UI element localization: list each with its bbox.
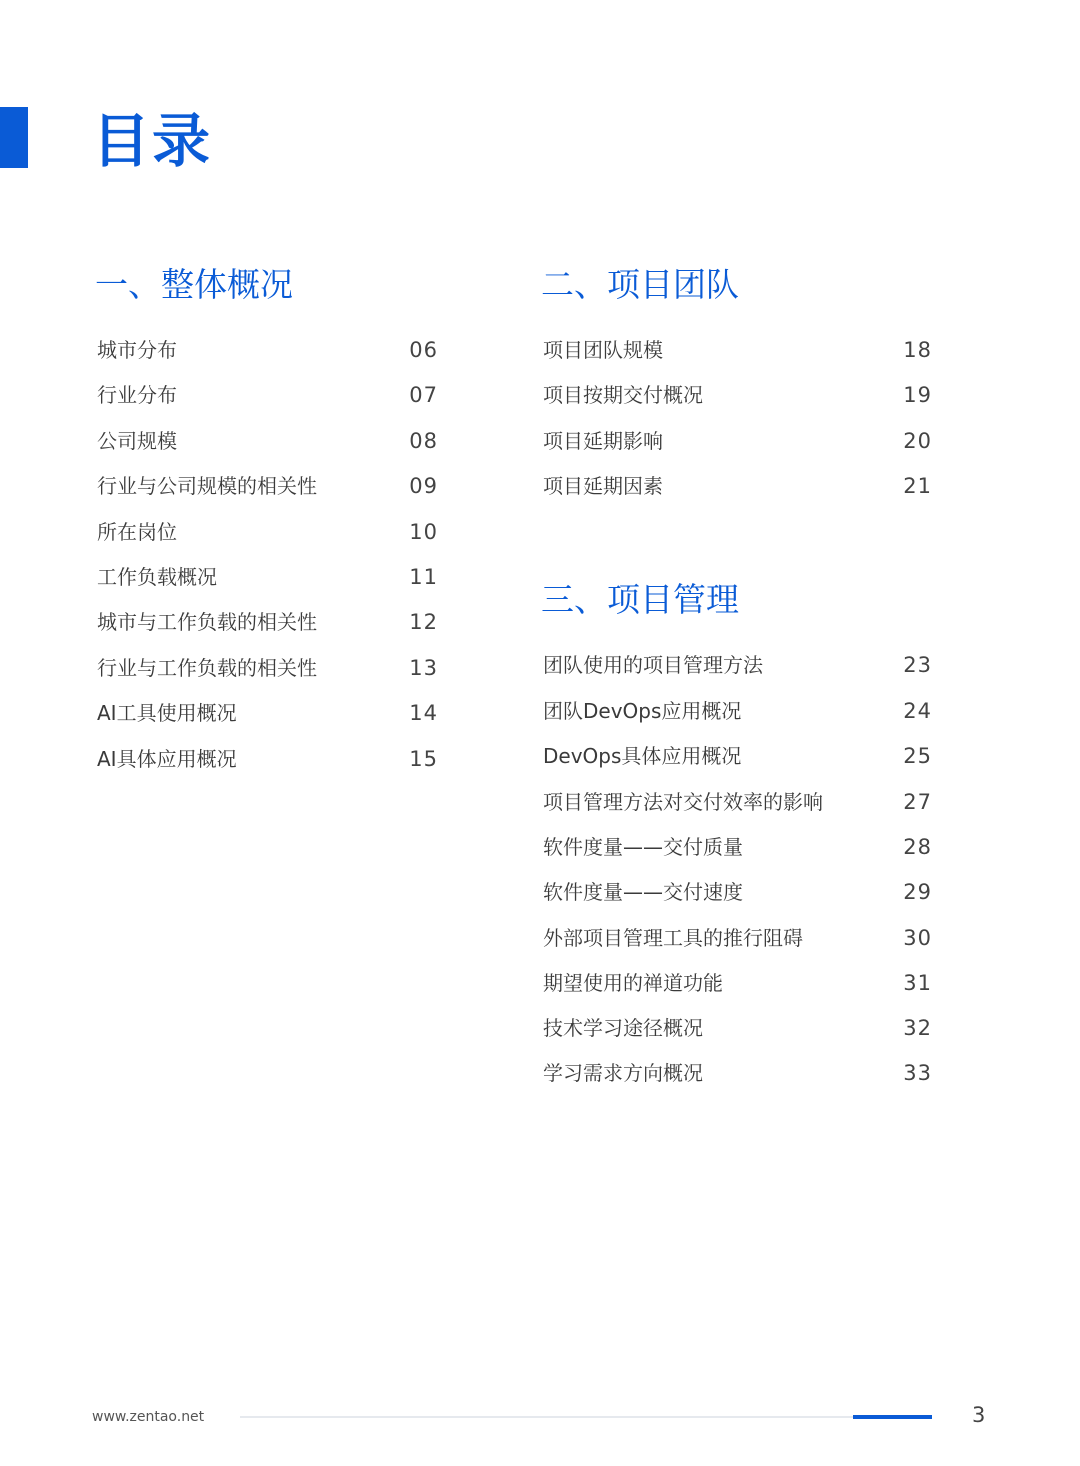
section-title-management: 三、项目管理 <box>541 580 739 619</box>
toc-entry[interactable] <box>97 562 438 592</box>
page-number: 3 <box>972 1403 986 1427</box>
title-accent-bar <box>0 107 28 168</box>
toc-entry-label: 项目按期交付概况 <box>543 383 703 407</box>
toc-entry[interactable] <box>543 741 932 771</box>
toc-entry[interactable] <box>543 832 932 862</box>
toc-entry[interactable] <box>543 1058 932 1088</box>
toc-entry[interactable] <box>97 517 438 547</box>
toc-entry-label: 城市分布 <box>97 338 177 362</box>
toc-entry[interactable] <box>97 426 438 456</box>
section-title-team: 二、项目团队 <box>541 265 739 304</box>
toc-entry-page: 21 <box>903 474 932 498</box>
toc-entry-page: 31 <box>903 971 932 995</box>
toc-entry[interactable] <box>97 380 438 410</box>
section-title-overview: 一、整体概况 <box>95 265 293 304</box>
toc-entry-page: 07 <box>409 383 438 407</box>
footer-divider-accent <box>853 1415 932 1419</box>
toc-entry[interactable] <box>543 1013 932 1043</box>
toc-entry[interactable] <box>97 335 438 365</box>
toc-entry-page: 28 <box>903 835 932 859</box>
toc-entry-page: 06 <box>409 338 438 362</box>
toc-entry-label: 技术学习途径概况 <box>543 1016 703 1040</box>
toc-entry-page: 20 <box>903 429 932 453</box>
toc-entry[interactable] <box>543 923 932 953</box>
toc-entry-label: 项目延期影响 <box>543 429 663 453</box>
footer-website[interactable]: www.zentao.net <box>92 1409 205 1425</box>
toc-entry-label: DevOps具体应用概况 <box>543 744 742 768</box>
toc-entry-label: 团队DevOps应用概况 <box>543 699 742 723</box>
toc-entry-label: 期望使用的禅道功能 <box>543 971 723 995</box>
toc-entry-label: 行业分布 <box>97 383 177 407</box>
toc-entry[interactable] <box>543 426 932 456</box>
toc-entry[interactable] <box>543 471 932 501</box>
toc-entry[interactable] <box>543 787 932 817</box>
toc-entry-label: 行业与公司规模的相关性 <box>97 474 317 498</box>
toc-entry-page: 10 <box>409 520 438 544</box>
toc-entry-page: 25 <box>903 744 932 768</box>
toc-entry-page: 09 <box>409 474 438 498</box>
toc-entry-page: 11 <box>409 565 438 589</box>
toc-entry-page: 23 <box>903 653 932 677</box>
toc-entry-label: 城市与工作负载的相关性 <box>97 610 317 634</box>
toc-entry[interactable] <box>543 968 932 998</box>
toc-entry-page: 15 <box>409 747 438 771</box>
toc-entry-page: 29 <box>903 880 932 904</box>
toc-entry[interactable] <box>543 335 932 365</box>
page-title: 目录 <box>92 107 213 175</box>
toc-entry-page: 19 <box>903 383 932 407</box>
toc-entry-page: 27 <box>903 790 932 814</box>
toc-entry-page: 24 <box>903 699 932 723</box>
toc-entry-page: 14 <box>409 701 438 725</box>
toc-entry-page: 13 <box>409 656 438 680</box>
toc-entry[interactable] <box>97 744 438 774</box>
toc-entry-label: AI工具使用概况 <box>97 701 237 725</box>
toc-entry-label: 项目管理方法对交付效率的影响 <box>543 790 823 814</box>
toc-entry-label: AI具体应用概况 <box>97 747 237 771</box>
toc-entry-label: 行业与工作负载的相关性 <box>97 656 317 680</box>
toc-entry-label: 学习需求方向概况 <box>543 1061 703 1085</box>
toc-entry-label: 所在岗位 <box>97 520 177 544</box>
toc-entry-label: 外部项目管理工具的推行阻碍 <box>543 926 803 950</box>
toc-entry-label: 公司规模 <box>97 429 177 453</box>
toc-entry-page: 12 <box>409 610 438 634</box>
toc-entry-label: 软件度量——交付质量 <box>543 835 743 859</box>
toc-entry[interactable] <box>543 877 932 907</box>
toc-entry[interactable] <box>97 471 438 501</box>
toc-entry[interactable] <box>543 380 932 410</box>
toc-entry[interactable] <box>543 696 932 726</box>
toc-entry[interactable] <box>97 607 438 637</box>
toc-entry-page: 30 <box>903 926 932 950</box>
footer-divider <box>240 1416 932 1418</box>
toc-entry-label: 项目延期因素 <box>543 474 663 498</box>
toc-entry-page: 18 <box>903 338 932 362</box>
toc-entry-label: 项目团队规模 <box>543 338 663 362</box>
toc-entry[interactable] <box>97 653 438 683</box>
toc-entry-page: 32 <box>903 1016 932 1040</box>
toc-entry-label: 工作负载概况 <box>97 565 217 589</box>
toc-entry[interactable] <box>543 650 932 680</box>
toc-entry-page: 33 <box>903 1061 932 1085</box>
toc-entry-label: 软件度量——交付速度 <box>543 880 743 904</box>
toc-entry-page: 08 <box>409 429 438 453</box>
toc-entry-label: 团队使用的项目管理方法 <box>543 653 763 677</box>
toc-entry[interactable] <box>97 698 438 728</box>
